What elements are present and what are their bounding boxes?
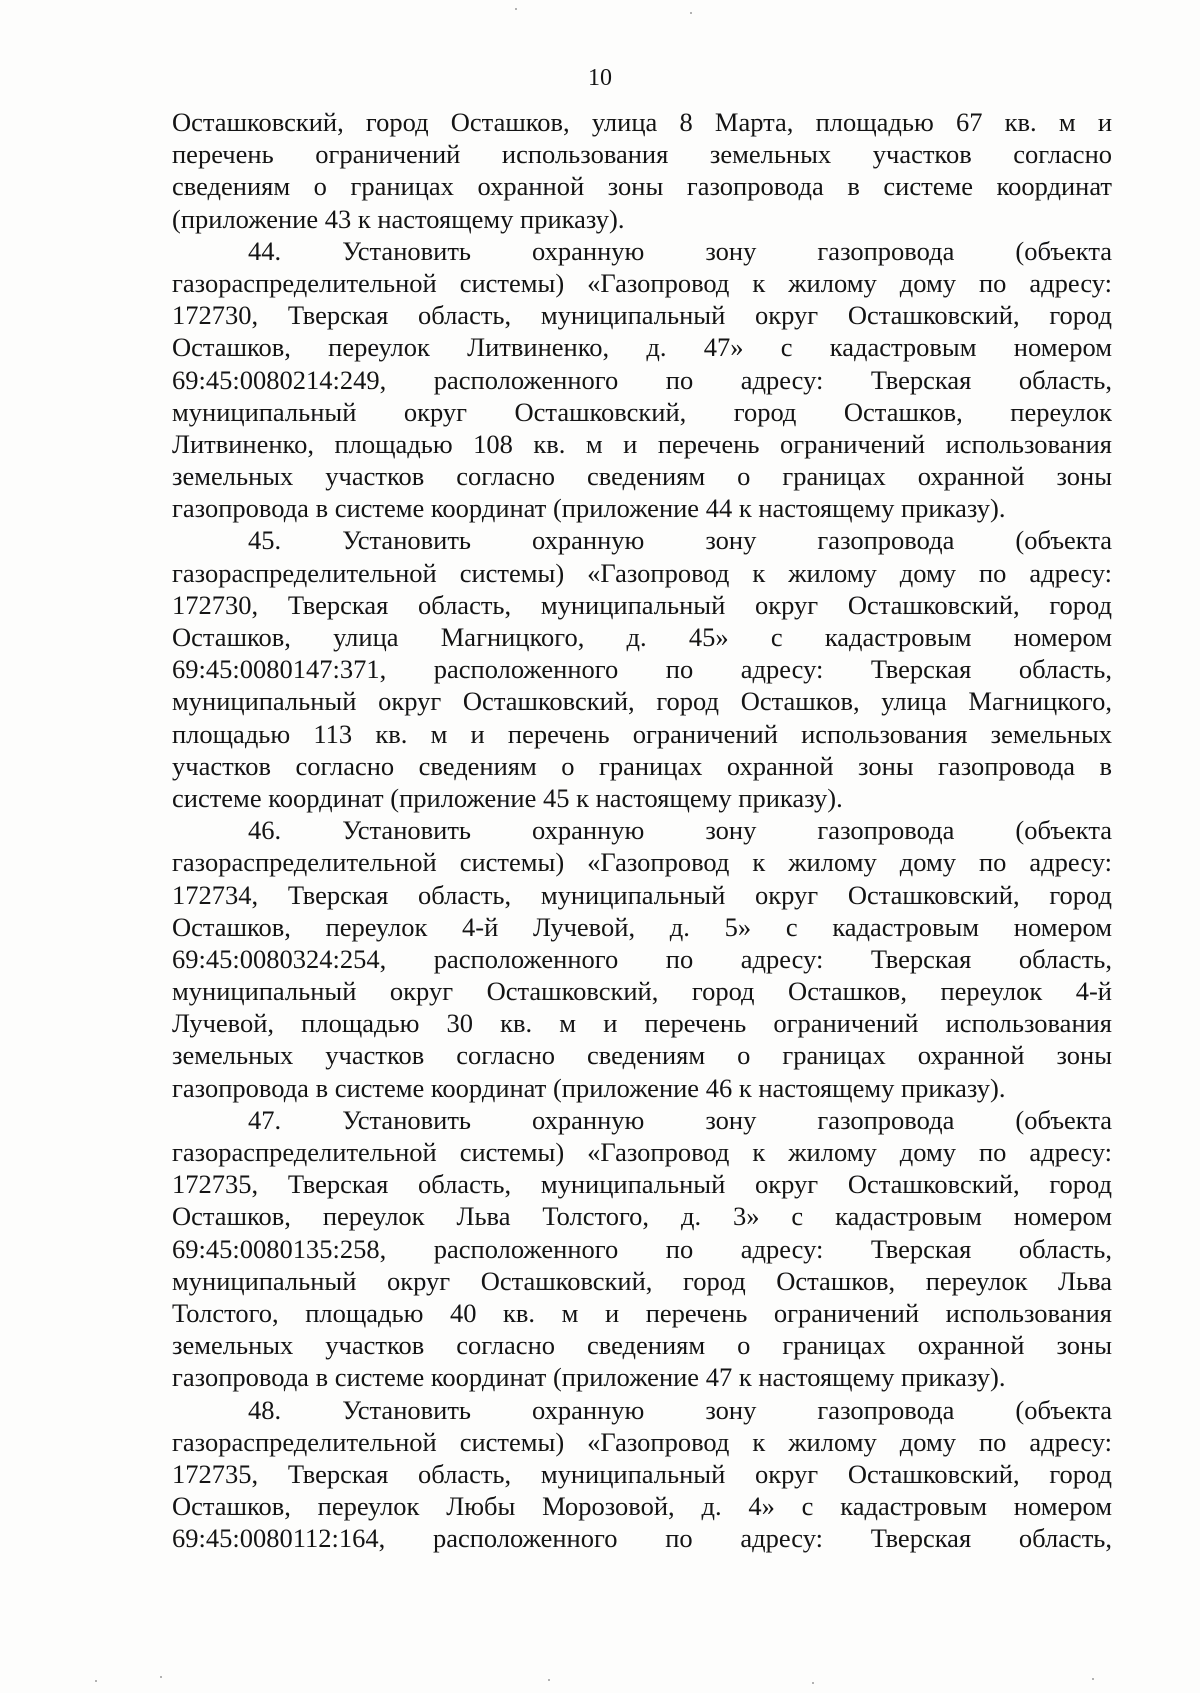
text-line: газопровода в системе координат (приложение 47 к настоящему приказу). [172, 1362, 1006, 1393]
text-line: муниципальный округ Осташковский, город Осташков, переулок [172, 396, 1112, 427]
scan-speck [515, 8, 517, 10]
text-line: газораспределительной системы) «Газопровод к жилому дому по адресу: [172, 847, 1112, 878]
text-line: газопровода в системе координат (приложение 44 к настоящему приказу). [172, 493, 1006, 524]
text-line: 172730, Тверская область, муниципальный округ Осташковский, город [172, 300, 1112, 331]
text-line: газопровода в системе координат (приложение 46 к настоящему приказу). [172, 1072, 1006, 1103]
text-line: сведениям о границах охранной зоны газопровода в системе координат [172, 171, 1112, 202]
text-line: газораспределительной системы) «Газопровод к жилому дому по адресу: [172, 557, 1112, 588]
page-number: 10 [588, 65, 612, 91]
text-line: 172735, Тверская область, муниципальный округ Осташковский, город [172, 1169, 1112, 1200]
text-line: 69:45:0080135:258, расположенного по адресу: Тверская область, [172, 1233, 1112, 1264]
text-line: газораспределительной системы) «Газопровод к жилому дому по адресу: [172, 267, 1112, 298]
text-line: 172735, Тверская область, муниципальный округ Осташковский, город [172, 1458, 1112, 1489]
text-line: (приложение 43 к настоящему приказу). [172, 203, 625, 234]
text-line: Осташков, улица Магницкого, д. 45» с кадастровым номером [172, 622, 1112, 652]
text-line: газораспределительной системы) «Газопровод к жилому дому по адресу: [172, 1426, 1112, 1457]
text-line: 46. Установить охранную зону газопровода (объекта [248, 815, 1112, 846]
text-line: 172734, Тверская область, муниципальный округ Осташковский, город [172, 879, 1112, 910]
scan-speck [548, 1679, 550, 1681]
text-line: 47. Установить охранную зону газопровода (объекта [248, 1104, 1112, 1135]
text-line: Осташков, переулок Литвиненко, д. 47» с кадастровым номером [172, 332, 1112, 363]
text-line: Осташков, переулок Льва Толстого, д. 3» с кадастровым номером [172, 1201, 1112, 1232]
text-line: Лучевой, площадью 30 кв. м и перечень ограничений использования [172, 1008, 1112, 1039]
text-line: земельных участков согласно сведениям о границах охранной зоны [172, 1040, 1112, 1071]
text-line: 69:45:0080147:371, расположенного по адресу: Тверская область, [172, 654, 1112, 685]
text-line: перечень ограничений использования земельных участков согласно [172, 139, 1112, 170]
text-line: 69:45:0080214:249, расположенного по адресу: Тверская область, [172, 364, 1112, 395]
text-line: 44. Установить охранную зону газопровода (объекта [248, 235, 1112, 266]
text-line: 172730, Тверская область, муниципальный округ Осташковский, город [172, 589, 1112, 620]
scan-speck [1092, 1678, 1094, 1680]
text-line: земельных участков согласно сведениям о границах охранной зоны [172, 1330, 1112, 1361]
text-line: площадью 113 кв. м и перечень ограничений использования земельных [172, 718, 1112, 749]
text-line: Осташков, переулок Любы Морозовой, д. 4» с кадастровым номером [172, 1491, 1112, 1522]
text-line: 48. Установить охранную зону газопровода (объекта [248, 1394, 1112, 1425]
text-line: Осташков, переулок 4-й Лучевой, д. 5» с кадастровым номером [172, 911, 1112, 942]
scan-speck [95, 1680, 97, 1682]
text-line: участков согласно сведениям о границах охранной зоны газопровода в [172, 750, 1112, 781]
text-line: 69:45:0080112:164, расположенного по адресу: Тверская область, [172, 1523, 1112, 1554]
text-line: земельных участков согласно сведениям о границах охранной зоны [172, 461, 1112, 492]
text-line: муниципальный округ Осташковский, город Осташков, переулок 4-й [172, 976, 1112, 1007]
document-body [172, 106, 1112, 1554]
text-line: муниципальный округ Осташковский, город Осташков, улица Магницкого, [172, 686, 1112, 717]
scan-speck [812, 1682, 814, 1684]
scan-speck [160, 1676, 162, 1678]
text-line: 45. Установить охранную зону газопровода (объекта [248, 525, 1112, 556]
scan-speck [690, 12, 692, 14]
text-line: Толстого, площадью 40 кв. м и перечень ограничений использования [172, 1297, 1112, 1328]
text-line: Осташковский, город Осташков, улица 8 Марта, площадью 67 кв. м и [172, 107, 1112, 137]
text-line: муниципальный округ Осташковский, город Осташков, переулок Льва [172, 1265, 1112, 1296]
text-line: газораспределительной системы) «Газопровод к жилому дому по адресу: [172, 1137, 1112, 1167]
text-line: 69:45:0080324:254, расположенного по адресу: Тверская область, [172, 943, 1112, 974]
text-line: системе координат (приложение 45 к настоящему приказу). [172, 782, 843, 813]
text-line: Литвиненко, площадью 108 кв. м и перечень ограничений использования [172, 428, 1112, 459]
